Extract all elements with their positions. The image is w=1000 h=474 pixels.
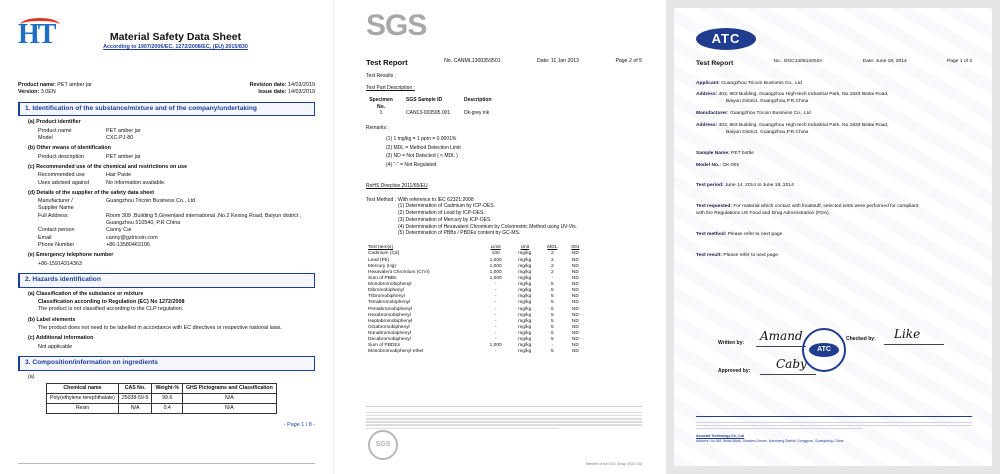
table-cell: Tribromobiphenyl xyxy=(368,294,405,300)
table-cell: Poly(ethylene terephthalate) xyxy=(47,394,119,404)
section-3-heading: 3. Composition/information on ingredients xyxy=(18,356,315,371)
table-cell: 5 xyxy=(550,337,554,343)
table-header: MDL xyxy=(547,245,558,250)
table-cell: mg/kg xyxy=(518,331,532,337)
checked-by-label: Checked by: xyxy=(846,336,876,342)
field-key: Uses advised against xyxy=(38,179,90,186)
product-name-value: PET amber jar xyxy=(57,82,92,88)
field-key: Test result: xyxy=(696,252,722,258)
table-cell: - xyxy=(494,312,497,318)
table-cell: - xyxy=(494,288,497,294)
field-value: Room 309 ,Building 5,Greenland international ,No.2 Kexing Road, Baiyun district , Guangzhou 510540, P.R China xyxy=(106,212,302,227)
table-cell: 0.4 xyxy=(152,404,183,414)
section-2-heading: 2. Hazards identification xyxy=(18,273,315,288)
field-key: Applicant: xyxy=(696,80,720,86)
msds-subtitle: According to 1907/2006/EC, 1272/2008/EC, (EU) 2015/830 xyxy=(103,44,248,51)
atc-logo: ATC xyxy=(696,28,756,50)
field-value: June 14, 2014 to June 18, 2014 xyxy=(724,183,794,189)
table-cell: Mercury (Hg) xyxy=(368,263,396,269)
table-cell: mg/kg xyxy=(518,263,532,269)
field-value: PET amber jar xyxy=(106,127,141,134)
remarks xyxy=(366,125,642,169)
msds-document xyxy=(0,0,333,474)
table-cell: ND xyxy=(571,337,579,343)
table-cell: ND xyxy=(571,331,579,337)
table-cell: - xyxy=(551,343,554,349)
table-cell: 5 xyxy=(550,324,554,330)
table-cell: mg/kg xyxy=(518,288,532,294)
atc-seal xyxy=(802,328,846,372)
table-cell: CAN13-003595.001 xyxy=(406,110,451,117)
atc-report-header xyxy=(696,59,972,69)
field-value: canny@gztricoin.com xyxy=(106,234,158,241)
s1-row xyxy=(38,198,315,205)
field-key: Phone Number xyxy=(38,241,75,248)
field-key: Model xyxy=(38,135,53,142)
method-field xyxy=(696,232,972,239)
table-header: GHS Pictograms and Classification xyxy=(182,383,276,393)
table-cell: ND xyxy=(571,257,579,263)
table-cell: ND xyxy=(571,251,579,257)
table-cell: Pentabromobiphenyl xyxy=(368,306,413,312)
field-value: PET amber jar xyxy=(106,153,141,160)
field-key: Test method: xyxy=(696,231,727,237)
table-header: Test Item(s) xyxy=(368,245,394,250)
s1-row xyxy=(38,180,315,187)
field-key: Contact person xyxy=(38,227,75,234)
version-label: Version: xyxy=(18,89,40,96)
atc-footer xyxy=(696,434,972,444)
field-key: Manufacturer / xyxy=(38,198,73,205)
table-cell: 5 xyxy=(550,306,554,312)
table-cell: mg/kg xyxy=(518,269,532,275)
field-value: For material which contact with foodstuff, selected tests were performed for compliant xyxy=(733,204,919,210)
s2-a-bold: Classification according to Regulation (EC) No 1272/2008 xyxy=(38,299,185,306)
field-value: GK-001 xyxy=(722,162,740,168)
remark-item: (3) ND = Not Detected ( < MDL ) xyxy=(386,153,458,160)
table-cell: 25038-59-9 xyxy=(118,394,152,404)
table-cell: mg/kg xyxy=(518,275,532,281)
method-item: (2) Determination of Lead by ICP-OES. xyxy=(398,210,485,216)
table-cell: 2 xyxy=(550,269,554,275)
page-number: Page 2 of 5 xyxy=(615,58,642,64)
table-cell: 1,000 xyxy=(489,275,502,281)
s1-row xyxy=(38,135,315,142)
table-cell: mg/kg xyxy=(518,337,532,343)
table-cell: N/A xyxy=(182,404,276,414)
method-item: (1) Determination of Cadmium by ICP-OES. xyxy=(398,203,495,210)
table-cell: 5 xyxy=(550,300,554,306)
table-cell: mg/kg xyxy=(518,312,532,318)
table-cell: mg/kg xyxy=(518,324,532,330)
table-cell: ND xyxy=(571,300,579,306)
checked-signature: Like xyxy=(894,327,921,341)
table-header: Unit xyxy=(520,245,530,250)
table-cell: mg/kg xyxy=(518,294,532,300)
table-cell: 5 xyxy=(550,294,554,300)
table-header: Chemical name xyxy=(47,383,119,393)
sgs-stamp: SGS xyxy=(368,430,398,460)
table-cell: mg/kg xyxy=(518,306,532,312)
approved-by-label: Approved by: xyxy=(718,368,751,374)
s1-row xyxy=(38,205,315,212)
table-cell: 5 xyxy=(550,349,554,355)
sgs-report-header xyxy=(366,58,642,68)
test-method xyxy=(366,197,642,238)
requested-field xyxy=(696,204,972,218)
table-cell: 1,000 xyxy=(489,269,502,275)
table-header: 001 xyxy=(571,245,580,250)
field-value: Please refer to next page. xyxy=(723,252,780,258)
table-header: CAS No. xyxy=(118,383,152,393)
remarks-title: Remarks : xyxy=(366,125,389,131)
table-cell: - xyxy=(494,300,497,306)
table-cell: 5 xyxy=(550,312,554,318)
s2-c-title: (c) Additional information xyxy=(28,335,94,342)
part-description-label: Test Part Description : xyxy=(366,85,415,91)
msds-meta xyxy=(18,82,315,97)
table-cell: ND xyxy=(571,318,579,324)
seal-text: ATC xyxy=(809,343,839,357)
s1-a-title: (a) Product identifier xyxy=(28,119,81,126)
field-value: +86-13580463106 xyxy=(106,241,150,248)
table-cell: - xyxy=(494,306,497,312)
field-value: 403, 863 Building, Guangzhou High-tech Industrial Park, No.1633 Beitai Road, xyxy=(718,92,889,98)
signature-line xyxy=(760,374,816,375)
results-table xyxy=(366,245,586,356)
table-cell: Resin xyxy=(47,404,119,414)
table-cell: 2 xyxy=(550,263,554,269)
field-key: Sample Name: xyxy=(696,150,730,156)
field-value: Guangzhou Tricoin Business Co., Ltd xyxy=(729,111,811,117)
sgs-logo xyxy=(366,10,642,46)
table-cell: Hexavalent Chromium (CrVI) xyxy=(368,269,430,275)
field-key: Product description xyxy=(38,153,85,160)
address2-field xyxy=(696,123,972,137)
table-cell: - xyxy=(494,324,497,330)
table-header: Specimen No. xyxy=(369,96,393,110)
page-number: - Page 1 / 8 - xyxy=(283,422,315,429)
table-cell: - xyxy=(494,294,497,300)
version-value: 3.0EN xyxy=(40,89,56,96)
test-results-label: Test Results : xyxy=(366,73,397,80)
table-cell: N/A xyxy=(182,394,276,404)
page-number: Page 1 of 3 xyxy=(946,59,972,64)
remark-item: (4) "-" = Not Regulated xyxy=(386,162,437,168)
table-cell: ND xyxy=(571,288,579,294)
field-key: Email xyxy=(38,234,52,241)
s3-a-title: (a) xyxy=(28,373,35,380)
address-field xyxy=(696,92,972,106)
sample-field xyxy=(696,151,972,158)
table-cell: - xyxy=(494,349,497,355)
field-value: CXC-PJ-80 xyxy=(106,135,134,142)
table-cell: Sum of PBBs xyxy=(368,275,397,281)
table-cell: Monobromobiphenyl xyxy=(368,282,412,288)
table-cell: 1,000 xyxy=(489,257,502,263)
table-cell: mg/kg xyxy=(518,300,532,306)
model-field xyxy=(696,163,972,170)
table-cell: ND xyxy=(571,294,579,300)
signature-line xyxy=(756,346,806,347)
table-cell: 99.6 xyxy=(152,394,183,404)
table-cell: ND xyxy=(571,349,579,355)
table-header: SGS Sample ID xyxy=(406,96,443,103)
issue-date: 14/03/2019 xyxy=(288,89,315,96)
table-cell: 2 xyxy=(550,257,554,263)
method-label: Test Method : xyxy=(366,196,397,203)
field-value: PET bottle xyxy=(731,150,754,156)
table-cell: Dk-grey ink xyxy=(464,110,490,117)
manufacturer-field xyxy=(696,111,972,118)
written-signature: Amand xyxy=(760,329,803,343)
atc-document xyxy=(674,8,992,466)
field-value: with the Regulations US Food and Drug Administration (FDA). xyxy=(696,211,831,217)
table-header: Weight-% xyxy=(152,383,183,393)
table-cell: ND xyxy=(571,312,579,318)
field-value: 403, 863 Building, Guangzhou High-tech Industrial Park, No.1633 Beitai Road, xyxy=(718,122,889,128)
table-cell: 5 xyxy=(550,331,554,337)
table-cell: - xyxy=(494,337,497,343)
table-cell: mg/kg xyxy=(518,349,532,355)
disclaimer xyxy=(696,416,972,431)
table-cell: Nonabromobiphenyl xyxy=(368,331,411,337)
table-cell: ND xyxy=(571,275,579,281)
table-cell: Heptabromobiphenyl xyxy=(368,318,413,324)
field-key: Recommended use xyxy=(38,172,85,179)
report-title: Test Report xyxy=(696,60,734,67)
s1-d-title: (d) Details of the supplier of the safety data sheet xyxy=(28,189,155,196)
report-date: Date: June 18, 2014 xyxy=(862,59,907,64)
table-cell: ND xyxy=(571,269,579,275)
table-cell: Dibromobiphenyl xyxy=(368,288,404,294)
sgs-logo-text: SGS xyxy=(366,8,427,42)
s1-row xyxy=(38,213,315,228)
result-field xyxy=(696,253,972,260)
table-cell: ND xyxy=(571,324,579,330)
report-number: No.: DGC140614002A xyxy=(773,59,823,64)
table-header: Limit xyxy=(490,245,501,250)
sgs-document xyxy=(333,0,666,474)
table-cell: 5 xyxy=(550,282,554,288)
table-cell: Lead (Pb) xyxy=(368,257,390,263)
table-cell: mg/kg xyxy=(518,251,532,257)
specimen-header xyxy=(366,97,642,111)
field-value: No information available. xyxy=(106,179,166,186)
table-cell: - xyxy=(551,275,554,281)
field-key: Product name xyxy=(38,127,72,134)
fine-print xyxy=(366,406,642,431)
table-cell: - xyxy=(494,282,497,288)
divider xyxy=(18,463,315,464)
table-row xyxy=(366,349,586,355)
field-value: Baiyun District, Guangzhou,P.R.China xyxy=(726,99,809,105)
field-key: Supplier Name xyxy=(38,205,74,212)
table-row xyxy=(47,404,277,414)
table-cell: 1 xyxy=(379,110,383,117)
field-value: Canny Cai xyxy=(106,227,132,234)
s1-c-title: (c) Recommended use of the chemical and restrictions on use xyxy=(28,163,188,170)
table-row xyxy=(47,394,277,404)
specimen-row xyxy=(366,110,642,117)
directive-heading: RoHS Directive 2011/65/EU xyxy=(366,182,428,189)
table-cell: 100 xyxy=(491,251,500,257)
s1-row xyxy=(38,128,315,135)
table-cell: ND xyxy=(571,282,579,288)
field-key: Manufacturer: xyxy=(696,111,729,117)
s2-a-text: The product is not classified according to the CLP regulation. xyxy=(38,306,184,313)
revision-label: Revision date: xyxy=(249,82,287,88)
table-cell: Monobromodiphenyl ether xyxy=(368,349,424,355)
field-key: Full Address xyxy=(38,212,68,219)
field-value: Please refer to next page xyxy=(727,231,783,237)
table-cell: 5 xyxy=(550,288,554,294)
report-title: Test Report xyxy=(366,58,408,67)
table-cell: ND xyxy=(571,306,579,312)
s2-b-text: The product does not need to be labelled in accordance with EC directives or respective national laws. xyxy=(38,324,282,331)
s2-b-title: (b) Label elements xyxy=(28,316,76,323)
revision-date: 14/03/2019 xyxy=(288,82,315,88)
s1-b-title: (b) Other means of identification xyxy=(28,145,111,152)
s1-row xyxy=(38,172,315,179)
s1-row xyxy=(38,227,315,234)
table-cell: - xyxy=(494,331,497,337)
table-cell: ND xyxy=(571,343,579,349)
written-by-label: Written by: xyxy=(718,340,745,346)
table-cell: ND xyxy=(571,263,579,269)
method-item: (5) Determination of PBBs / PBDEs content by GC-MS. xyxy=(398,230,521,237)
msds-header xyxy=(18,10,315,72)
period-field xyxy=(696,183,972,190)
s1-e-title: (e) Emergency telephone number xyxy=(28,252,114,259)
remark-item: (2) MDL = Method Detection Limit xyxy=(386,144,461,151)
table-cell: Tetrabromobiphenyl xyxy=(368,300,411,306)
table-cell: 2 xyxy=(550,251,554,257)
table-cell: 1,000 xyxy=(489,343,502,349)
table-cell: mg/kg xyxy=(518,282,532,288)
report-number: No. CANML1300359501 xyxy=(444,58,501,64)
s1-row xyxy=(38,235,315,242)
product-name-label: Product name: xyxy=(18,82,56,88)
field-value: Hair Paste xyxy=(106,172,132,179)
s2-c-text: Not applicable xyxy=(38,343,73,350)
s2-a-title: (a) Classification of the substance or mixture xyxy=(28,290,144,297)
method-item: (3) Determination of Mercury by ICP-OES. xyxy=(398,216,492,223)
table-cell: - xyxy=(494,318,497,324)
table-header: Description xyxy=(464,96,492,103)
table-cell: Hexabromobiphenyl xyxy=(368,312,411,318)
atc-frame xyxy=(666,0,1000,474)
composition-table xyxy=(46,383,277,414)
applicant-field xyxy=(696,81,972,88)
table-cell: mg/kg xyxy=(518,257,532,263)
table-cell: mg/kg xyxy=(518,318,532,324)
signature-line xyxy=(884,344,944,345)
s1-row xyxy=(38,154,315,161)
msds-title: Material Safety Data Sheet xyxy=(109,31,242,43)
table-cell: 5 xyxy=(550,318,554,324)
company-logo: HT xyxy=(18,16,66,54)
table-cell: N/A xyxy=(118,404,152,414)
method-item: With reference to IEC 62321:2008 xyxy=(398,196,474,203)
emergency-phone: +86-15914314363 xyxy=(38,260,82,267)
table-cell: Octabromobiphenyl xyxy=(368,324,410,330)
table-cell: Cadmium (Cd) xyxy=(368,251,400,257)
table-cell: Sum of PBDEs xyxy=(368,343,400,349)
remark-item: (1) 1 mg/kg = 1 ppm = 0.0001% xyxy=(386,135,457,142)
table-cell: Decabromobiphenyl xyxy=(368,337,411,343)
field-key: Address: xyxy=(696,122,718,128)
member-note: Member of the SGS Group (SGS SA) xyxy=(585,462,642,466)
field-value: Baiyun District, Guangzhou,P.R.China xyxy=(726,129,809,135)
field-key: Test requested: xyxy=(696,204,733,210)
field-value: Guangzhou Tricoin Business Co., Ltd xyxy=(106,198,195,205)
field-key: Test period: xyxy=(696,183,724,189)
s1-row xyxy=(38,242,315,249)
table-cell: 1,000 xyxy=(489,263,502,269)
section-1-heading: 1. Identification of the substance/mixture and of the company/undertaking xyxy=(18,102,315,117)
company-name: Accurate Technology Co., Ltd xyxy=(696,434,744,438)
approved-signature: Caby xyxy=(776,357,807,371)
company-address: Address: No.369, Beitai Block, Greatest Dream, Nancheng District, Dongguan, Guangdong, China xyxy=(696,438,844,443)
field-value: Guangzhou Tricoin Business Co., Ltd xyxy=(721,80,803,86)
field-key: Address: xyxy=(696,92,718,98)
field-key: Model No.: xyxy=(696,162,721,168)
issue-label: Issue date: xyxy=(258,89,287,96)
method-item: (4) Determination of Hexavalent Chromium by Colorimetric Method using UV-Vis. xyxy=(398,223,578,230)
table-cell: mg/kg xyxy=(518,343,532,349)
report-date: Date: 11 Jan 2013 xyxy=(537,58,580,64)
